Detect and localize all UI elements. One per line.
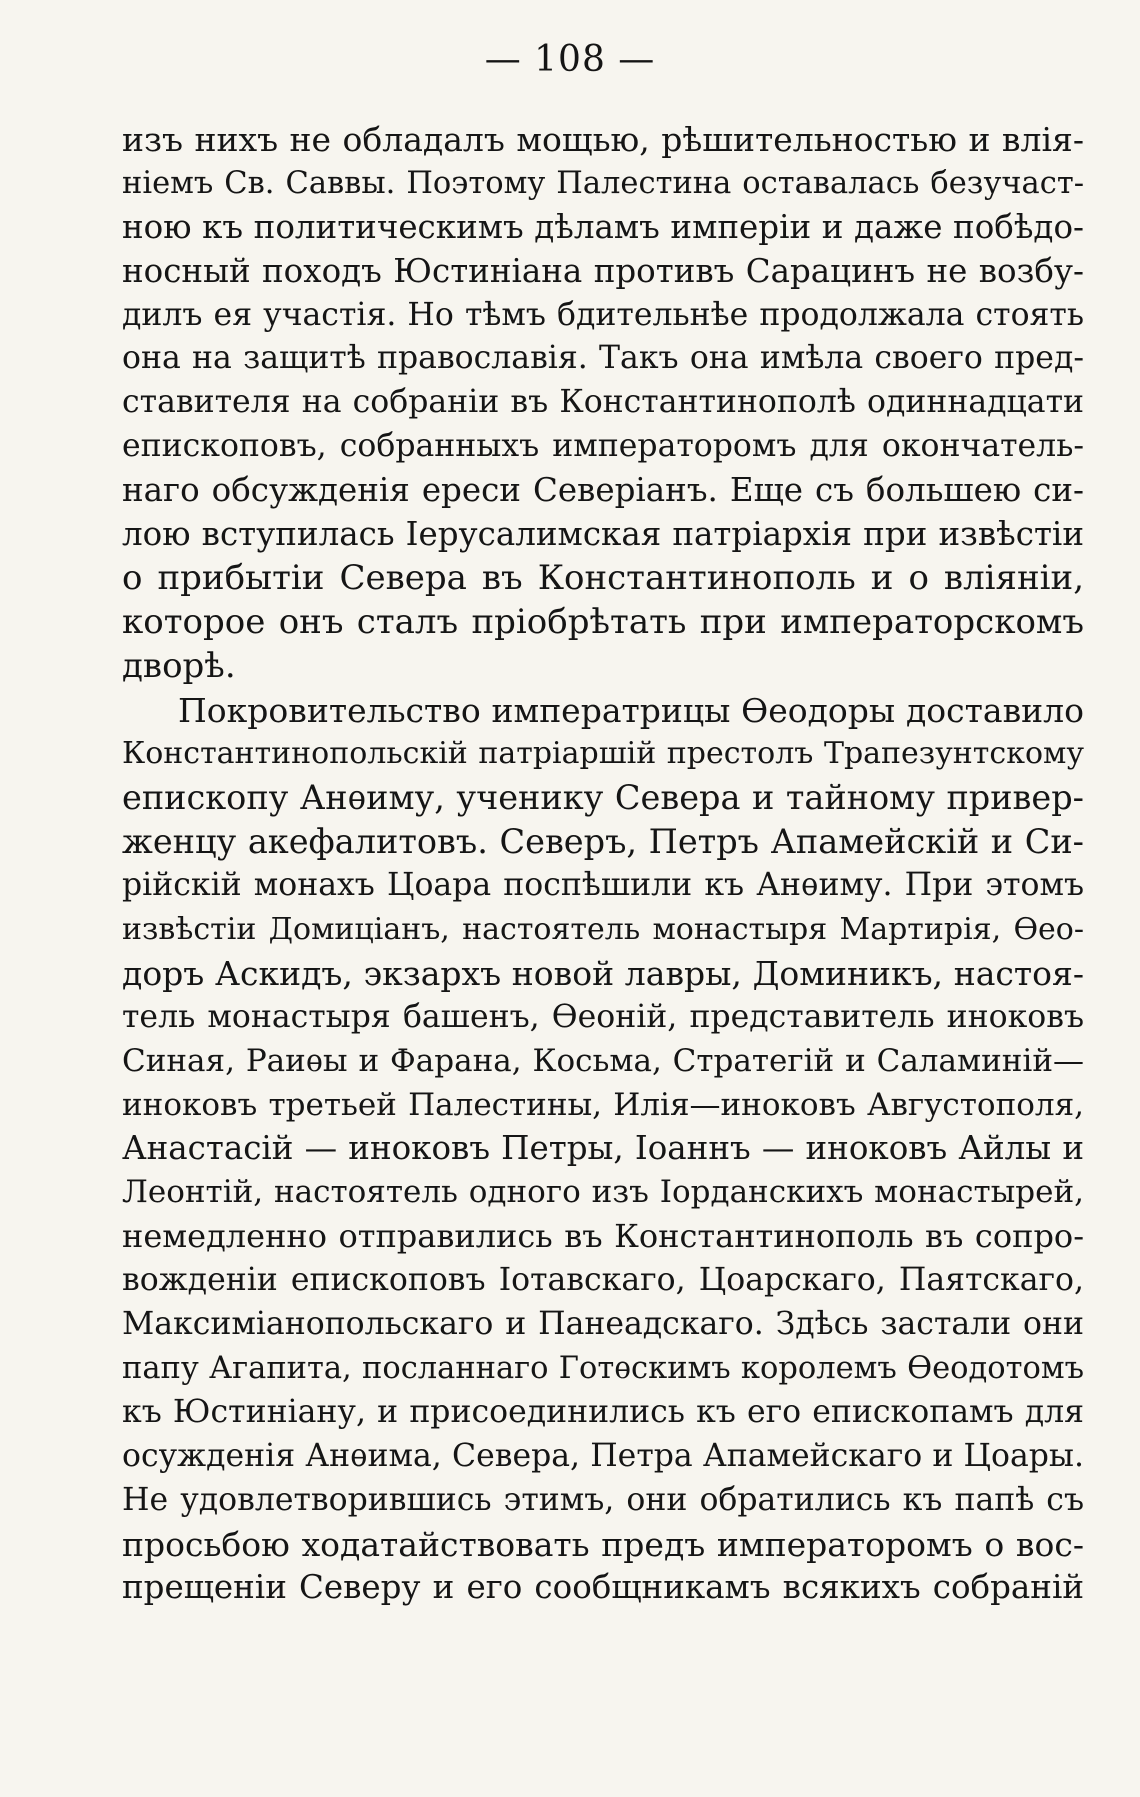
paragraph-first-line: Покровительство императрицы Ѳеодоры доставило xyxy=(178,690,1084,730)
text-line: о прибытіи Севера въ Константинополь и о вліяніи, xyxy=(122,557,1084,598)
text-line: Анастасій — иноковъ Петры, Іоаннъ — иноковъ Айлы и xyxy=(122,1129,1084,1168)
text-line: осужденія Анѳима, Севера, Петра Апамейскаго и Цоары. xyxy=(122,1437,1084,1474)
text-line: Леонтій, настоятель одного изъ Іорданскихъ монастырей, xyxy=(122,1174,1084,1211)
text-line: доръ Аскидъ, экзархъ новой лавры, Доминикъ, настоя- xyxy=(122,953,1084,993)
text-line: Константинопольскій патріаршій престолъ Трапезунтскому xyxy=(122,736,1084,772)
text-line: ною къ политическимъ дѣламъ имперіи и даже побѣдо- xyxy=(122,207,1084,246)
text-line: вожденіи епископовъ Іотавскаго, Цоарскаго, Паятскаго, xyxy=(122,1262,1084,1299)
page-number: — 108 — xyxy=(484,39,656,80)
text-line: которое онъ сталъ пріобрѣтать при императорскомъ xyxy=(122,601,1084,642)
text-line: она на защитѣ православія. Такъ она имѣла своего пред- xyxy=(122,340,1084,377)
text-line: немедленно отправились въ Константинополь въ сопро- xyxy=(122,1217,1084,1256)
text-line: дилъ ея участія. Но тѣмъ бдительнѣе продолжала стоять xyxy=(122,296,1084,333)
text-line: Синая, Раиѳы и Фарана, Косьма, Стратегій и Саламиній— xyxy=(122,1042,1084,1079)
text-line: рійскій монахъ Цоара поспѣшили къ Анѳиму. При этомъ xyxy=(122,867,1084,904)
text-line: ніемъ Св. Саввы. Поэтому Палестина оставалась безучаст- xyxy=(122,165,1084,201)
text-line: иноковъ третьей Палестины, Илія—иноковъ Августополя, xyxy=(122,1086,1084,1123)
text-line: извѣстіи Домиціанъ, настоятель монастыря Мартирія, Ѳео- xyxy=(122,912,1084,948)
text-line: тель монастыря башенъ, Ѳеоній, представитель иноковъ xyxy=(122,998,1084,1035)
text-line: папу Агапита, посланнаго Готѳскимъ королемъ Ѳеодотомъ xyxy=(122,1350,1084,1386)
text-line: наго обсужденія ереси Северіанъ. Еще съ большею си- xyxy=(122,471,1084,510)
text-line: просьбою ходатайствовать предъ императоромъ о вос- xyxy=(122,1524,1084,1564)
text-line: лою вступилась Іерусалимская патріархія при извѣстіи xyxy=(122,515,1084,554)
text-line: женцу акефалитовъ. Северъ, Петръ Апамейскій и Си- xyxy=(122,822,1084,862)
text-line: Максиміанопольскаго и Панеадскаго. Здѣсь застали они xyxy=(122,1306,1084,1343)
text-line: Не удовлетворившись этимъ, они обратились къ папѣ съ xyxy=(122,1481,1084,1518)
text-line: къ Юстиніану, и присоединились къ его епископамъ для xyxy=(122,1393,1084,1430)
body-text xyxy=(122,118,1084,1610)
text-line: прещеніи Северу и его сообщникамъ всякихъ собраній xyxy=(122,1568,1084,1607)
text-line: епископовъ, собранныхъ императоромъ для окончатель- xyxy=(122,428,1084,465)
text-line: носный походъ Юстиніана противъ Сарацинъ не возбу- xyxy=(122,251,1084,290)
paragraph-last-line: дворѣ. xyxy=(122,645,236,686)
text-line: изъ нихъ не обладалъ мощью, рѣшительностью и влія- xyxy=(122,120,1084,159)
text-line: ставителя на собраніи въ Константинополѣ одиннадцати xyxy=(122,384,1084,421)
text-line: епископу Анѳиму, ученику Севера и тайному привер- xyxy=(122,778,1084,818)
